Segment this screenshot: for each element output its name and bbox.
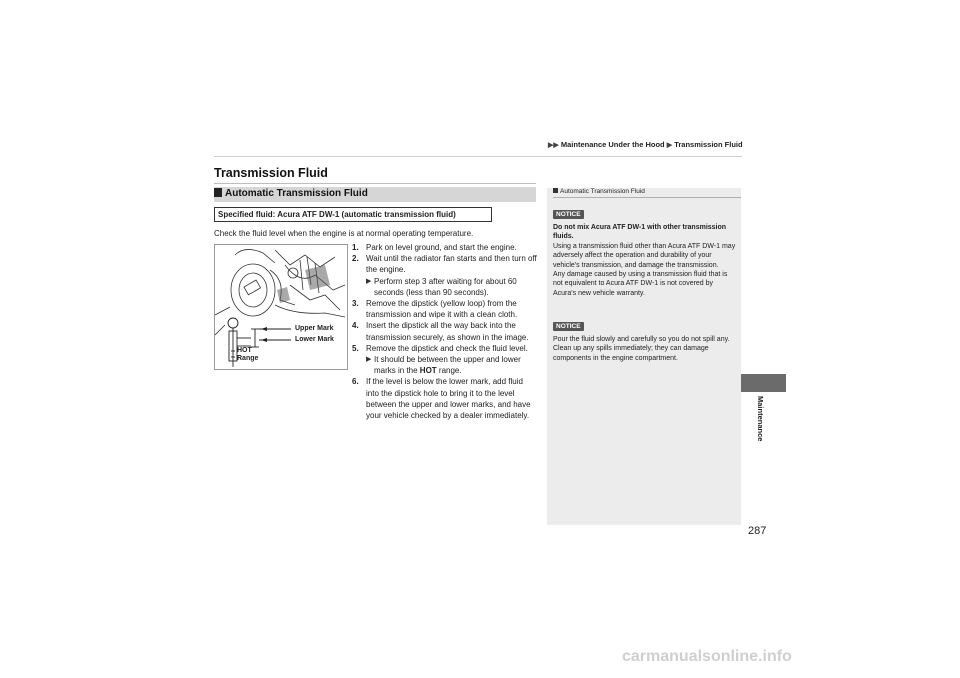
step-text: Park on level ground, and start the engine. xyxy=(366,243,517,252)
step-note-text: It should be between the upper and lower marks in the xyxy=(374,355,521,376)
square-bullet-icon xyxy=(214,188,222,197)
breadcrumb-arrow-icon: ▶ xyxy=(666,142,673,149)
reference-icon xyxy=(553,188,558,193)
notice-2-body: Pour the fluid slowly and carefully so you do not spill any. Clean up any spills immediately; they can damage components in the engine compartment. xyxy=(553,336,730,362)
step-number: 5. xyxy=(352,343,359,353)
step-1 xyxy=(352,242,538,253)
step-number: 2. xyxy=(352,254,359,264)
notice-1 xyxy=(553,203,737,298)
sidebar-heading-text: Automatic Transmission Fluid xyxy=(560,188,645,195)
hot-emphasis: HOT xyxy=(419,366,437,376)
step-text: Remove the dipstick and check the fluid level. xyxy=(366,343,528,353)
step-5 xyxy=(352,343,538,377)
header-divider xyxy=(214,156,742,157)
breadcrumb xyxy=(548,140,743,149)
note-arrow-icon: ▶ xyxy=(366,277,372,285)
section-title xyxy=(214,188,368,199)
chapter-tab xyxy=(741,374,786,392)
step-number: 4. xyxy=(352,321,359,331)
notice-1-body xyxy=(553,223,737,298)
sidebar-heading xyxy=(553,188,645,195)
notice-2 xyxy=(553,315,737,363)
notice-1-text: Using a transmission fluid other than Acura ATF DW-1 may adversely affect the operation and durability of your vehicle's transmission, and damage the transmission. xyxy=(553,242,736,269)
step-2 xyxy=(352,253,538,298)
page-number: 287 xyxy=(748,525,767,537)
watermark: carmanualsonline.info xyxy=(622,648,792,665)
intro-text: Check the fluid level when the engine is at normal operating temperature. xyxy=(214,229,474,238)
upper-mark-label: Upper Mark xyxy=(295,325,334,332)
notice-1-bold: Do not mix Acura ATF DW-1 with other transmission fluids. xyxy=(553,224,727,241)
notice-1-text-2: Any damage caused by using a transmission fluid that is not equivalent to Acura ATF DW-1 is not covered by Acura's new vehicle warranty. xyxy=(553,271,728,297)
range-label: Range xyxy=(237,355,259,362)
step-2-note xyxy=(366,276,538,298)
title-divider xyxy=(214,183,536,184)
step-4 xyxy=(352,320,538,342)
step-3 xyxy=(352,298,538,320)
breadcrumb-arrow-icon: ▶▶ xyxy=(548,142,559,149)
section-title-text: Automatic Transmission Fluid xyxy=(225,188,368,199)
notice-badge: NOTICE xyxy=(553,210,584,219)
specified-fluid-box: Specified fluid: Acura ATF DW-1 (automatic transmission fluid) xyxy=(214,207,492,222)
breadcrumb-part-1: Maintenance Under the Hood xyxy=(560,140,665,149)
lower-mark-label: Lower Mark xyxy=(295,336,334,343)
note-arrow-icon: ▶ xyxy=(366,356,372,364)
notice-badge: NOTICE xyxy=(553,322,584,331)
sidebar-divider xyxy=(553,197,741,198)
step-note-text-end: range. xyxy=(436,366,462,376)
dipstick-figure xyxy=(214,244,348,370)
step-text: If the level is below the lower mark, add fluid into the dipstick hole to bring it to the level between the upper and lower marks, and have your vehicle checked by a dealer immediately. xyxy=(366,377,531,421)
hot-label: HOT xyxy=(237,347,252,354)
breadcrumb-part-2: Transmission Fluid xyxy=(674,140,743,149)
step-text: Remove the dipstick (yellow loop) from the transmission and wipe it with a clean cloth. xyxy=(366,299,518,320)
chapter-label: Maintenance xyxy=(756,396,765,442)
procedure-steps xyxy=(352,242,538,421)
step-number: 6. xyxy=(352,377,359,387)
step-5-note xyxy=(366,354,538,376)
step-number: 1. xyxy=(352,243,359,252)
step-6 xyxy=(352,376,538,421)
step-number: 3. xyxy=(352,299,359,309)
step-text: Insert the dipstick all the way back into the transmission securely, as shown in the image. xyxy=(366,321,529,342)
engine-illustration xyxy=(215,245,347,369)
step-text: Wait until the radiator fan starts and then turn off the engine. xyxy=(366,254,537,275)
step-note-text: Perform step 3 after waiting for about 60 seconds (less than 90 seconds). xyxy=(374,276,517,297)
page-title: Transmission Fluid xyxy=(214,166,328,180)
